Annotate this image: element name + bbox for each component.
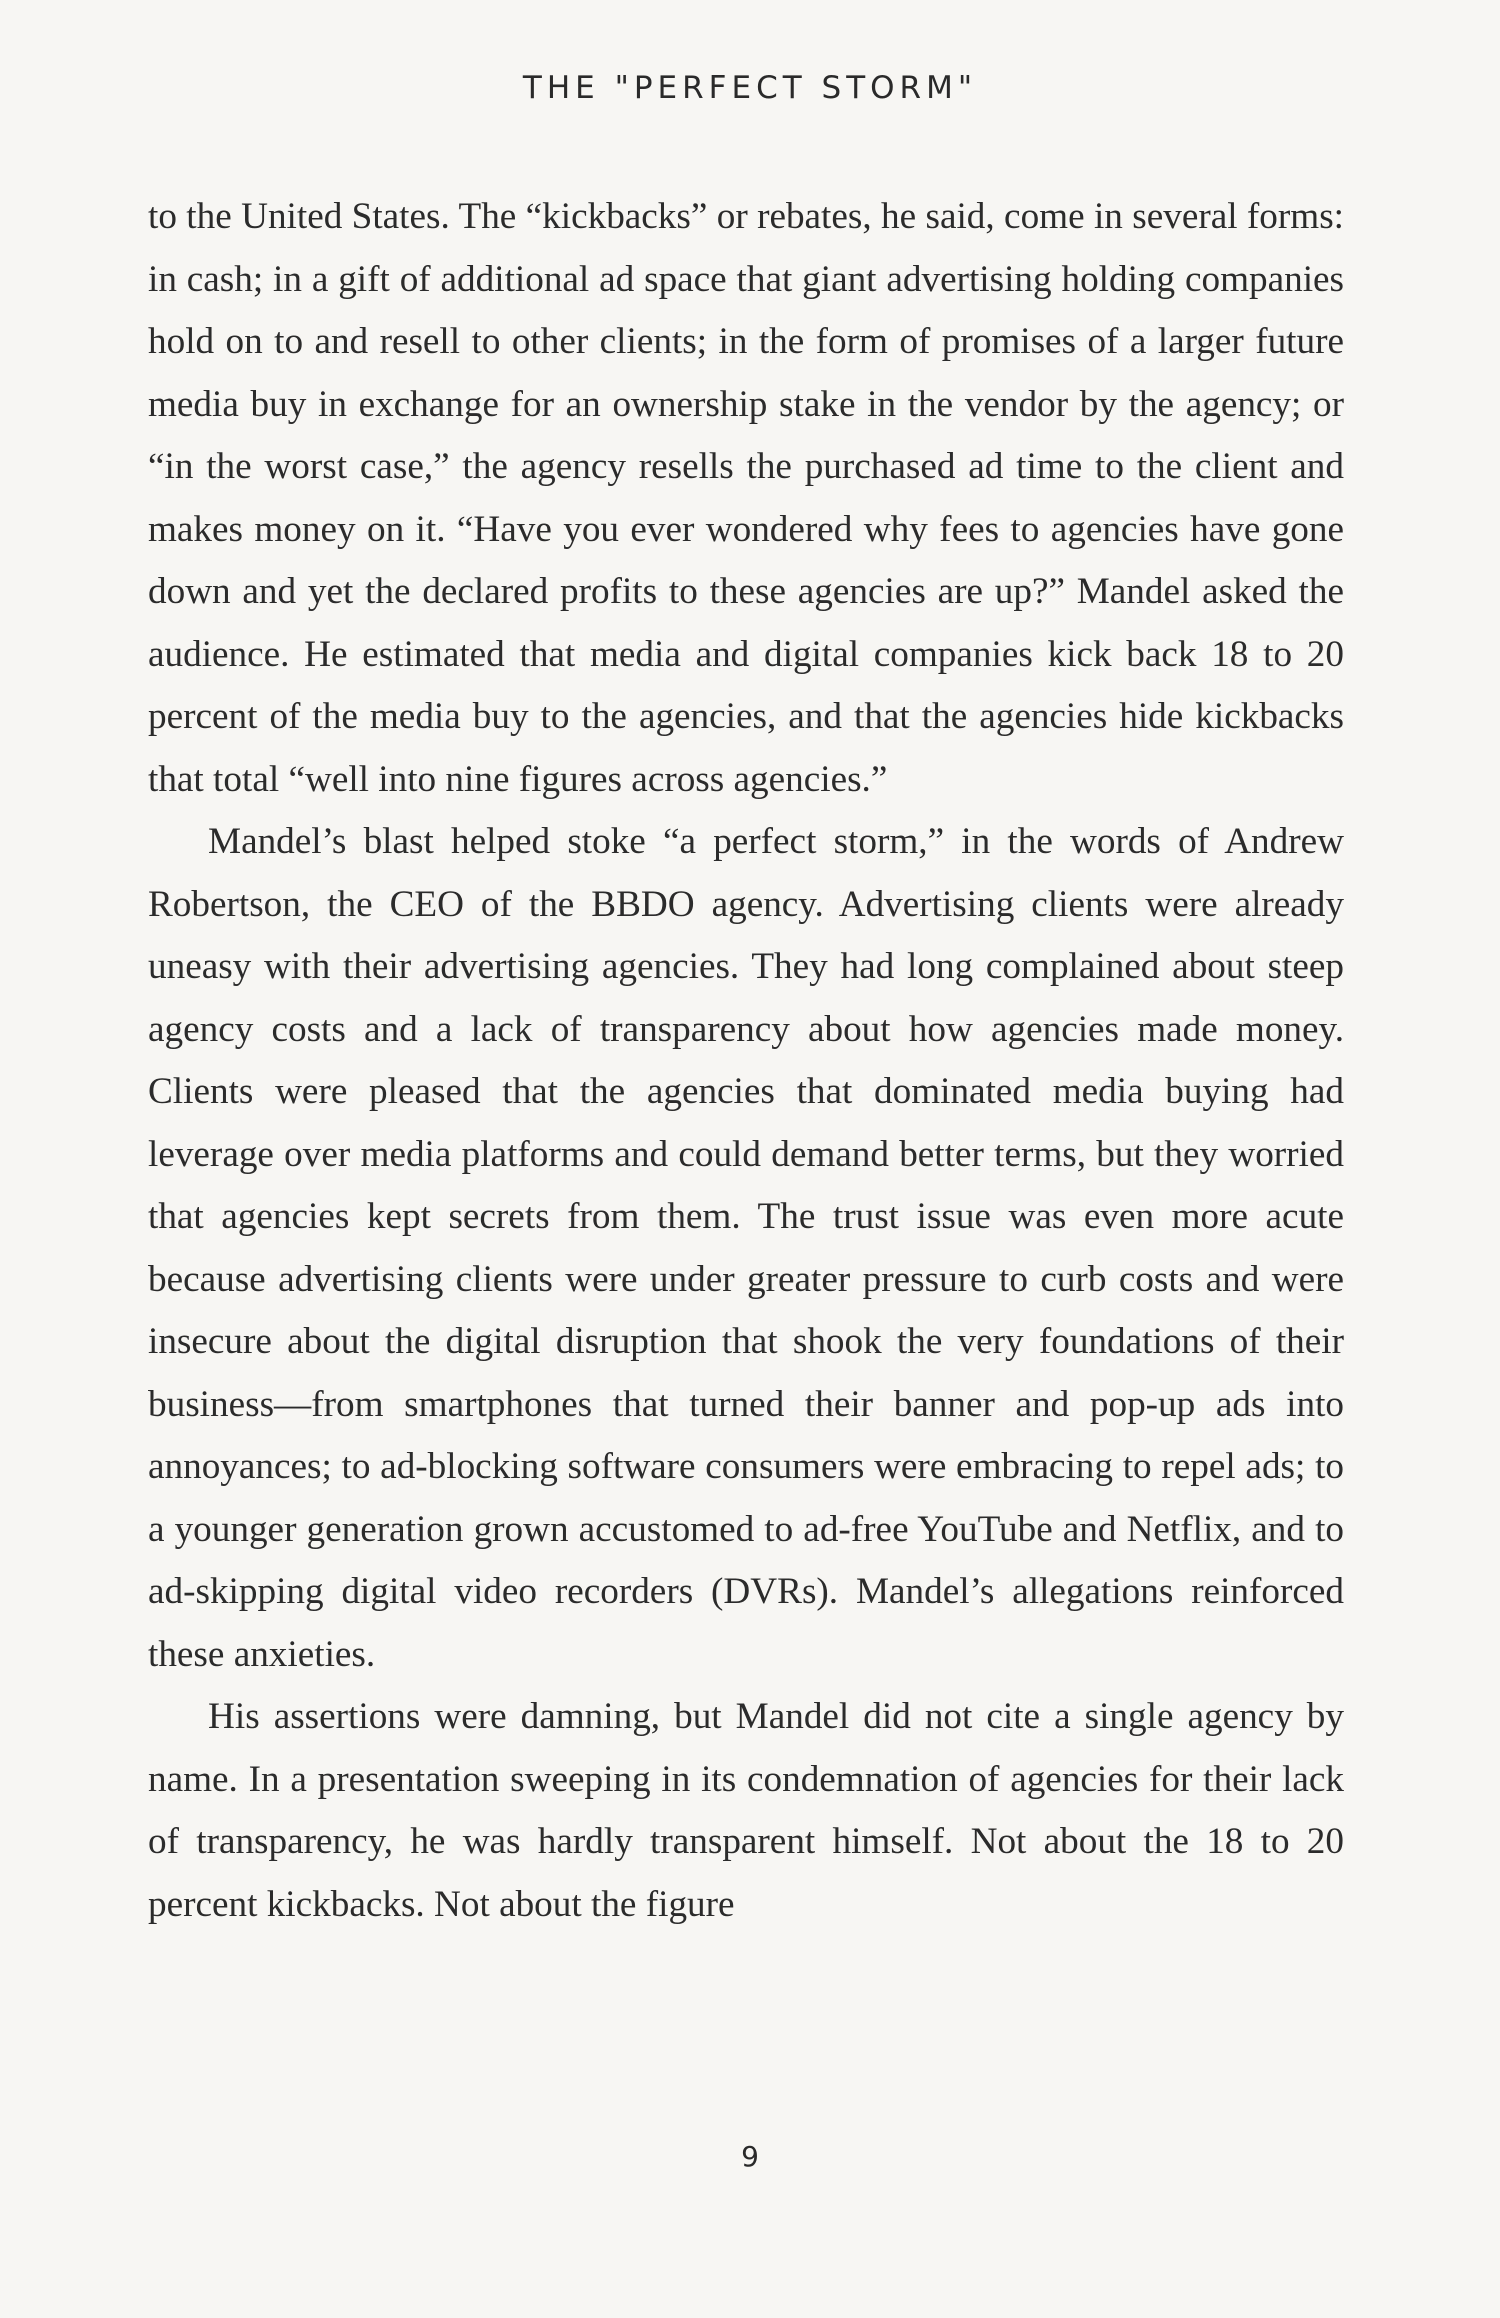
body-text xyxy=(148,186,1344,1936)
running-head: THE "PERFECT STORM" xyxy=(522,70,978,106)
page-number: 9 xyxy=(741,2140,759,2173)
paragraph-perfect-storm: Mandel’s blast helped stoke “a perfect storm,” in the words of Andrew Robertson, the CEO of the BBDO agency. Advertising clients were already uneasy with their advertising agencies. They had long complained about steep agency costs and a lack of transparency about how agencies made money. Clients were pleased that the agencies that dominated media buying had leverage over media platforms and could demand better terms, but they worried that agencies kept secrets from them. The trust issue was even more acute because advertising clients were under greater pressure to curb costs and were insecure about the digital disruption that shook the very foundations of their business—from smartphones that turned their banner and pop-up ads into annoyances; to ad-blocking software consumers were embracing to repel ads; to a younger generation grown accustomed to ad-free YouTube and Netflix, and to ad-skipping digital video recorders (DVRs). Mandel’s allegations reinforced these anxieties. xyxy=(148,821,1344,1675)
paragraph-assertions: His assertions were damning, but Mandel did not cite a single agency by name. In a presentation sweeping in its condemnation of agencies for their lack of transparency, he was hardly transparent himself. Not about the 18 to 20 percent kickbacks. Not about the figure xyxy=(148,1696,1344,1925)
paragraph-continued: to the United States. The “kickbacks” or rebates, he said, come in several forms: in cash; in a gift of additional ad space that giant advertising holding companies hold on to and resell to other clients; in the form of promises of a larger future media buy in exchange for an ownership stake in the vendor by the agency; or “in the worst case,” the agency resells the purchased ad time to the client and makes money on it. “Have you ever wondered why fees to agencies have gone down and yet the declared profits to these agencies are up?” Mandel asked the audience. He estimated that media and digital companies kick back 18 to 20 percent of the media buy to the agencies, and that the agencies hide kickbacks that total “well into nine figures across agencies.” xyxy=(148,196,1344,800)
